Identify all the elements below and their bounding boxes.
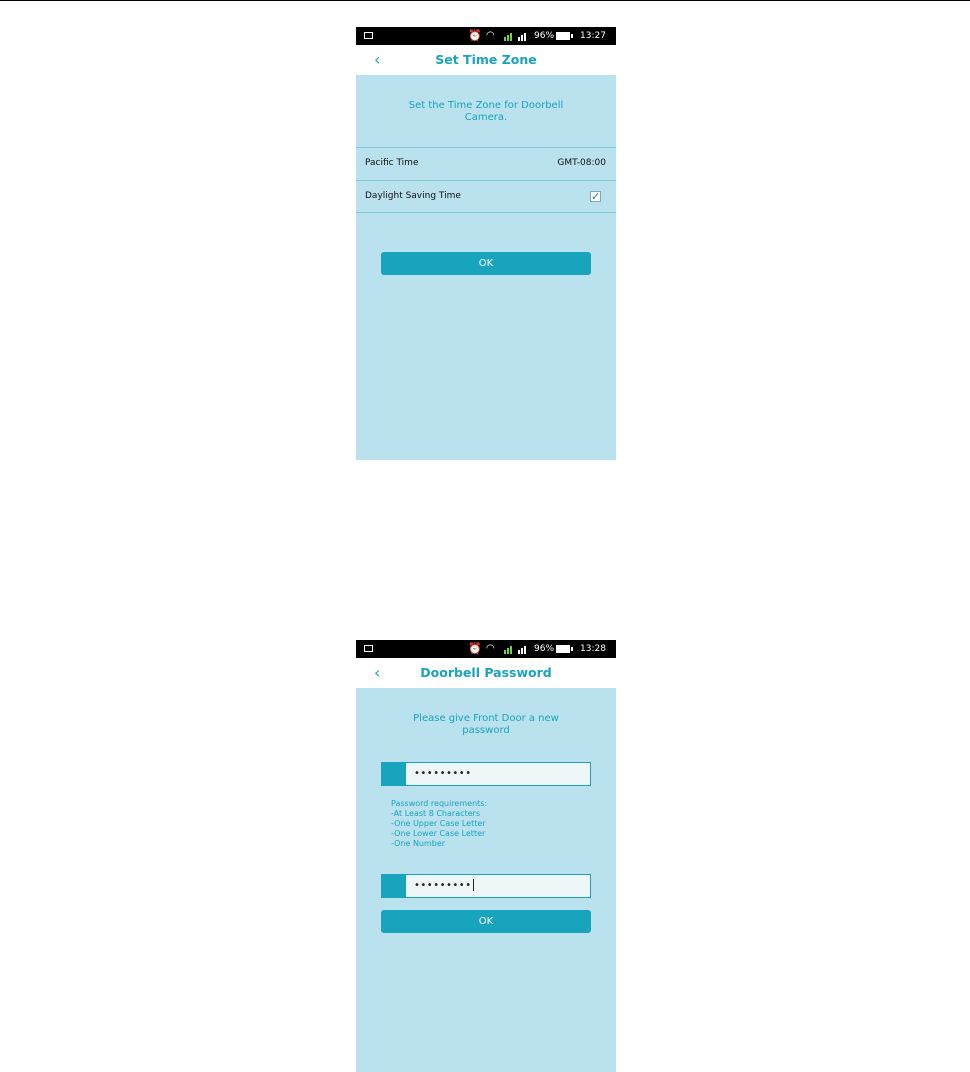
battery-percent: 96%	[534, 31, 555, 41]
dst-row[interactable]	[356, 180, 616, 212]
text-caret	[473, 879, 474, 891]
app-header	[356, 658, 616, 688]
timezone-row[interactable]	[356, 147, 616, 179]
intro-text: Please give Front Door a new password	[413, 713, 559, 736]
status-bar	[356, 640, 616, 658]
signal-icon	[518, 644, 528, 654]
intro-text: Set the Time Zone for Doorbell Camera.	[408, 100, 564, 123]
wifi-icon: ◠	[486, 30, 495, 41]
requirement-line: -One Lower Case Letter	[391, 829, 486, 838]
dst-label: Daylight Saving Time	[365, 191, 461, 201]
checkbox-checked-icon[interactable]: ✓	[591, 190, 601, 203]
status-bar	[356, 27, 616, 45]
ok-button[interactable]: OK	[381, 252, 591, 275]
signal-icon	[504, 31, 514, 41]
page-title: Set Time Zone	[435, 52, 537, 67]
ok-button[interactable]: OK	[381, 910, 591, 933]
password-input[interactable]	[381, 762, 591, 786]
battery-icon	[556, 645, 570, 653]
alarm-icon: ⏰	[468, 642, 482, 655]
notification-icon	[364, 32, 373, 39]
doorbell-password-screen	[356, 640, 616, 1072]
timezone-value: GMT-08:00	[557, 158, 606, 168]
lock-icon	[382, 763, 406, 785]
divider	[356, 212, 616, 213]
back-chevron-icon[interactable]: ‹	[374, 663, 381, 682]
wifi-icon: ◠	[486, 643, 495, 654]
confirm-password-input[interactable]	[381, 874, 591, 898]
signal-icon	[518, 31, 528, 41]
lock-icon	[382, 875, 406, 897]
requirement-line: Password requirements:	[391, 799, 488, 808]
requirement-line: -One Upper Case Letter	[391, 819, 486, 828]
back-chevron-icon[interactable]: ‹	[374, 50, 381, 69]
requirement-line: -One Number	[391, 839, 446, 848]
battery-icon	[556, 32, 570, 40]
status-clock: 13:27	[580, 31, 606, 41]
page-top-rule	[0, 0, 970, 1]
app-header	[356, 45, 616, 75]
page-title: Doorbell Password	[420, 665, 552, 680]
set-time-zone-screen	[356, 27, 616, 460]
confirm-password-value: •••••••••	[414, 880, 472, 891]
password-requirements	[391, 799, 487, 849]
password-value: •••••••••	[414, 768, 472, 779]
alarm-icon: ⏰	[468, 29, 482, 42]
notification-icon	[364, 645, 373, 652]
signal-icon	[504, 644, 514, 654]
requirement-line: -At Least 8 Characters	[391, 809, 481, 818]
battery-percent: 96%	[534, 644, 555, 654]
timezone-label: Pacific Time	[365, 158, 419, 168]
status-clock: 13:28	[580, 644, 606, 654]
